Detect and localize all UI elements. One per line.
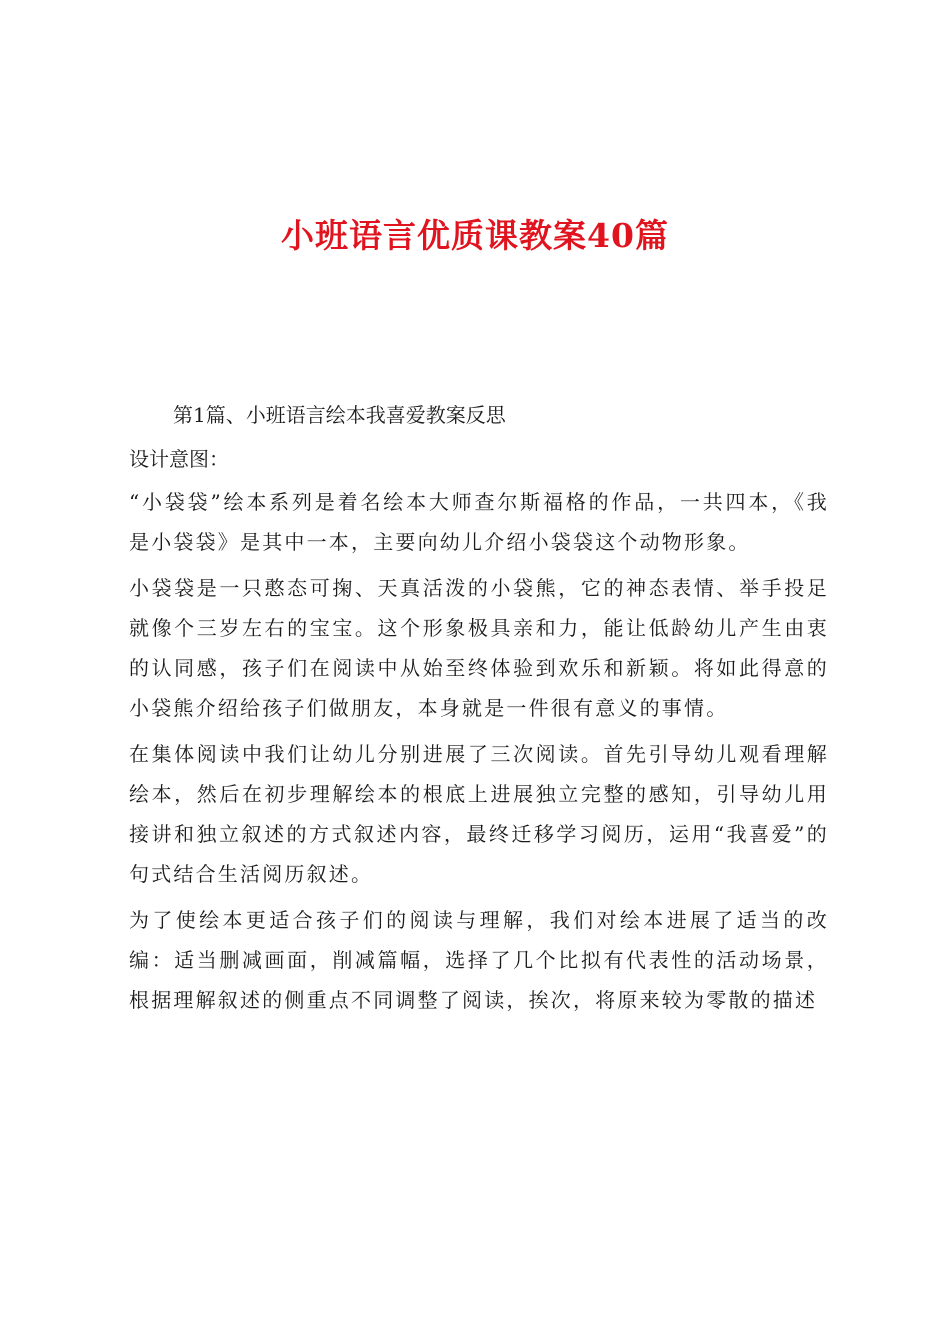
design-intent-label: 设计意图： (129, 447, 229, 471)
paragraph-4: 为了使绘本更适合孩子们的阅读与理解，我们对绘本进展了适当的改编：适当删减画面，削减篇幅，选择了几个比拟有代表性的活动场景，根据理解叙述的侧重点不同调整了阅读，挨次，将原来较为零散的描述 (129, 908, 829, 1012)
paragraph-1: “小袋袋”绘本系列是着名绘本大师查尔斯福格的作品，一共四本，《我是小袋袋》是其中一本，主要向幼儿介绍小袋袋这个动物形象。 (129, 490, 829, 554)
document-body (129, 396, 829, 1026)
paragraph-3: 在集体阅读中我们让幼儿分别进展了三次阅读。首先引导幼儿观看理解绘本，然后在初步理解绘本的根底上进展独立完整的感知，引导幼儿用接讲和独立叙述的方式叙述内容，最终迁移学习阅历，运用“我喜爱”的句式结合生活阅历叙述。 (129, 742, 829, 886)
paragraph-2: 小袋袋是一只憨态可掬、天真活泼的小袋熊，它的神态表情、举手投足就像个三岁左右的宝宝。这个形象极具亲和力，能让低龄幼儿产生由衷的认同感，孩子们在阅读中从始至终体验到欢乐和新颖。将如此得意的小袋熊介绍给孩子们做朋友，本身就是一件很有意义的事情。 (129, 576, 829, 720)
document-title: 小班语言优质课教案40篇 (281, 216, 669, 255)
section-heading: 第1篇、小班语言绘本我喜爱教案反思 (173, 403, 506, 427)
